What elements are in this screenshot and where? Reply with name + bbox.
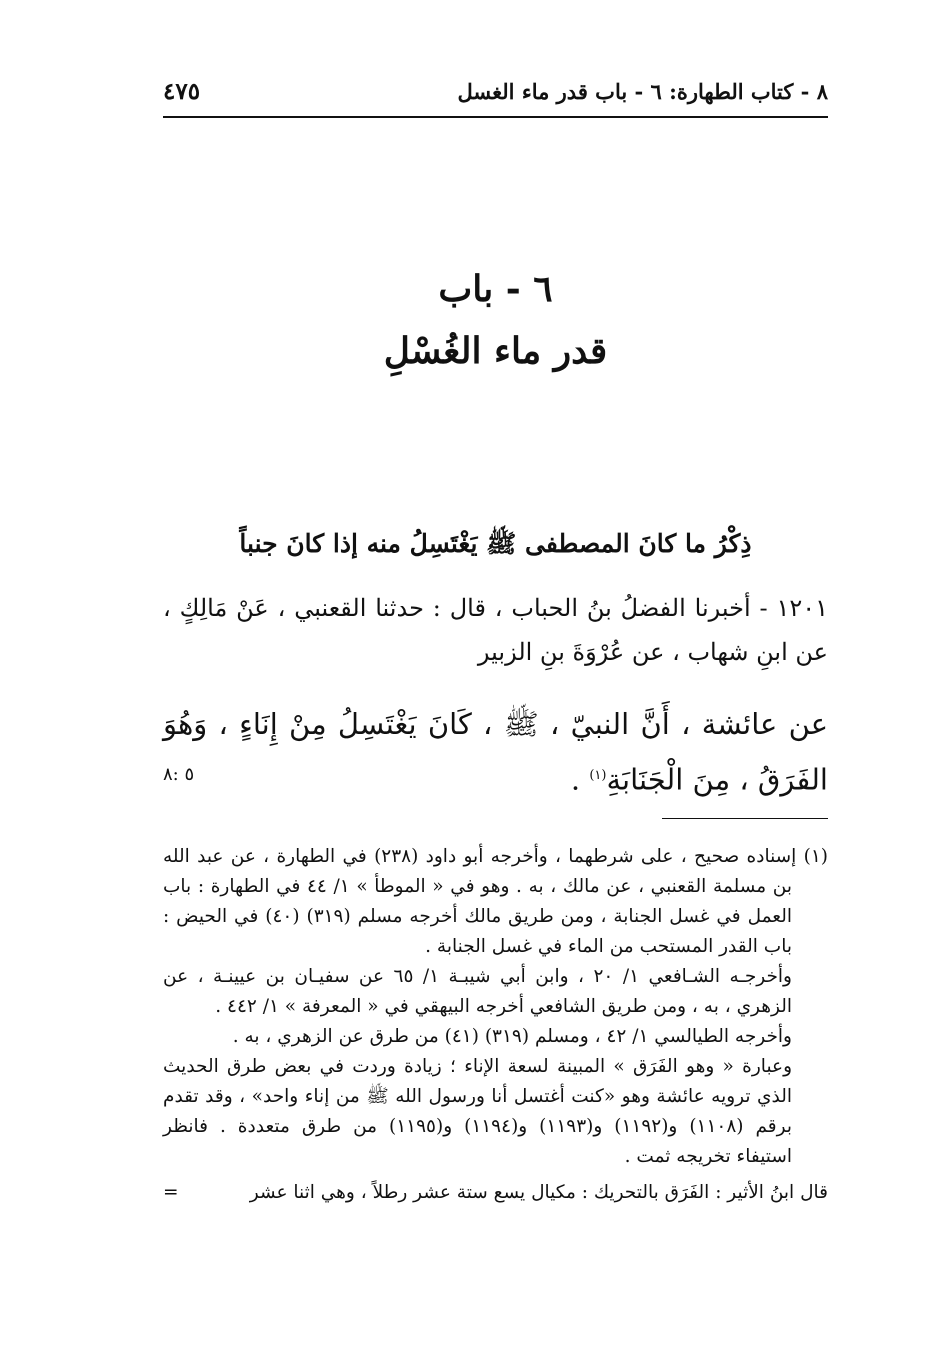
footnote-paragraph: وأخرجـه الشـافعي ١/ ٢٠ ، وابن أبي شيبـة ١/ ٦٥ عن سفيـان بن عيينـة ، عن الزهري ، به ، ومن طريق الشافعي أخرجه البيهقي في « المعرفة » ١/ ٤٤٢ . — [163, 966, 792, 1017]
footnote-paragraph: وعبارة « وهو الفَرَق » المبينة لسعة الإناء ؛ زيادة وردت في بعض طرق الحديث الذي ترويه عائشة وهو «كنت أغتسل أنا ورسول الله ﷺ من إناء واحد» ، وقد تقدم برقم (١١٠٨) و(١١٩٢) و(١١٩٣) و(١١٩٤) و(١١٩٥) من طرق متعددة . فانظر استيفاء تخريجه ثمت . — [163, 1056, 792, 1167]
footnote-rule — [662, 818, 828, 819]
matn-end: . — [570, 762, 590, 797]
page-number: ٤٧٥ — [163, 78, 201, 105]
hadith-isnad: ١٢٠١ - أخبرنا الفضلُ بنُ الحباب ، قال : حدثنا القعنبي ، عَنْ مَالِكٍ ، عن ابنِ شهاب ، عن عُرْوَةَ بنِ الزبير — [163, 594, 828, 666]
footnotes — [163, 842, 828, 1208]
running-title: ٨ - كتاب الطهارة: ٦ - باب قدر ماء الغسل — [457, 79, 828, 104]
cross-reference: ٥ :٨ — [163, 764, 195, 785]
running-header — [163, 78, 828, 105]
continuation-mark: = — [163, 1182, 179, 1203]
footnote-paragraph: وأخرجه الطيالسي ١/ ٤٢ ، ومسلم (٣١٩) (٤١) من طرق عن الزهري ، به . — [232, 1026, 792, 1047]
header-rule — [163, 116, 828, 118]
continuation-text: قال ابنُ الأثير : الفَرَق بالتحريك : مكيال يسع ستة عشر رطلاً ، وهي اثنا عشر — [249, 1182, 828, 1203]
footnote-1: (١) إسناده صحيح ، على شرطهما ، وأخرجه أبو داود (٢٣٨) في الطهارة ، عن عبد الله بن مسلمة القعنبي ، عن مالك ، به . وهو في « الموطأ » ١/ ٤٤ في الطهارة : باب العمل في غسل الجنابة ، ومن طريق مالك أخرجه مسلم (٣١٩) (٤٠) في الحيض : باب القدر المستحب من الماء في غسل الجنابة . — [163, 846, 828, 957]
chapter-heading — [163, 262, 828, 378]
footnote-continuation — [163, 1178, 828, 1208]
chapter-title: قدر ماء الغُسْلِ — [383, 330, 608, 372]
section-title: ذِكْرُ ما كانَ المصطفى ﷺ يَغْتَسِلُ منه إذا كانَ جنباً — [239, 529, 752, 558]
matn-text: عن عائشة ، أَنَّ النبيّ ، ﷺ ، كَانَ يَغْتَسِلُ مِنْ إِنَاءٍ ، وَهُوَ الفَرَقُ ، مِنَ الْجَنَابَةِ — [163, 707, 828, 797]
hadith-matn — [163, 698, 828, 806]
chapter-number: ٦ - باب — [438, 268, 553, 310]
footnote-marker: (١) — [589, 768, 607, 783]
